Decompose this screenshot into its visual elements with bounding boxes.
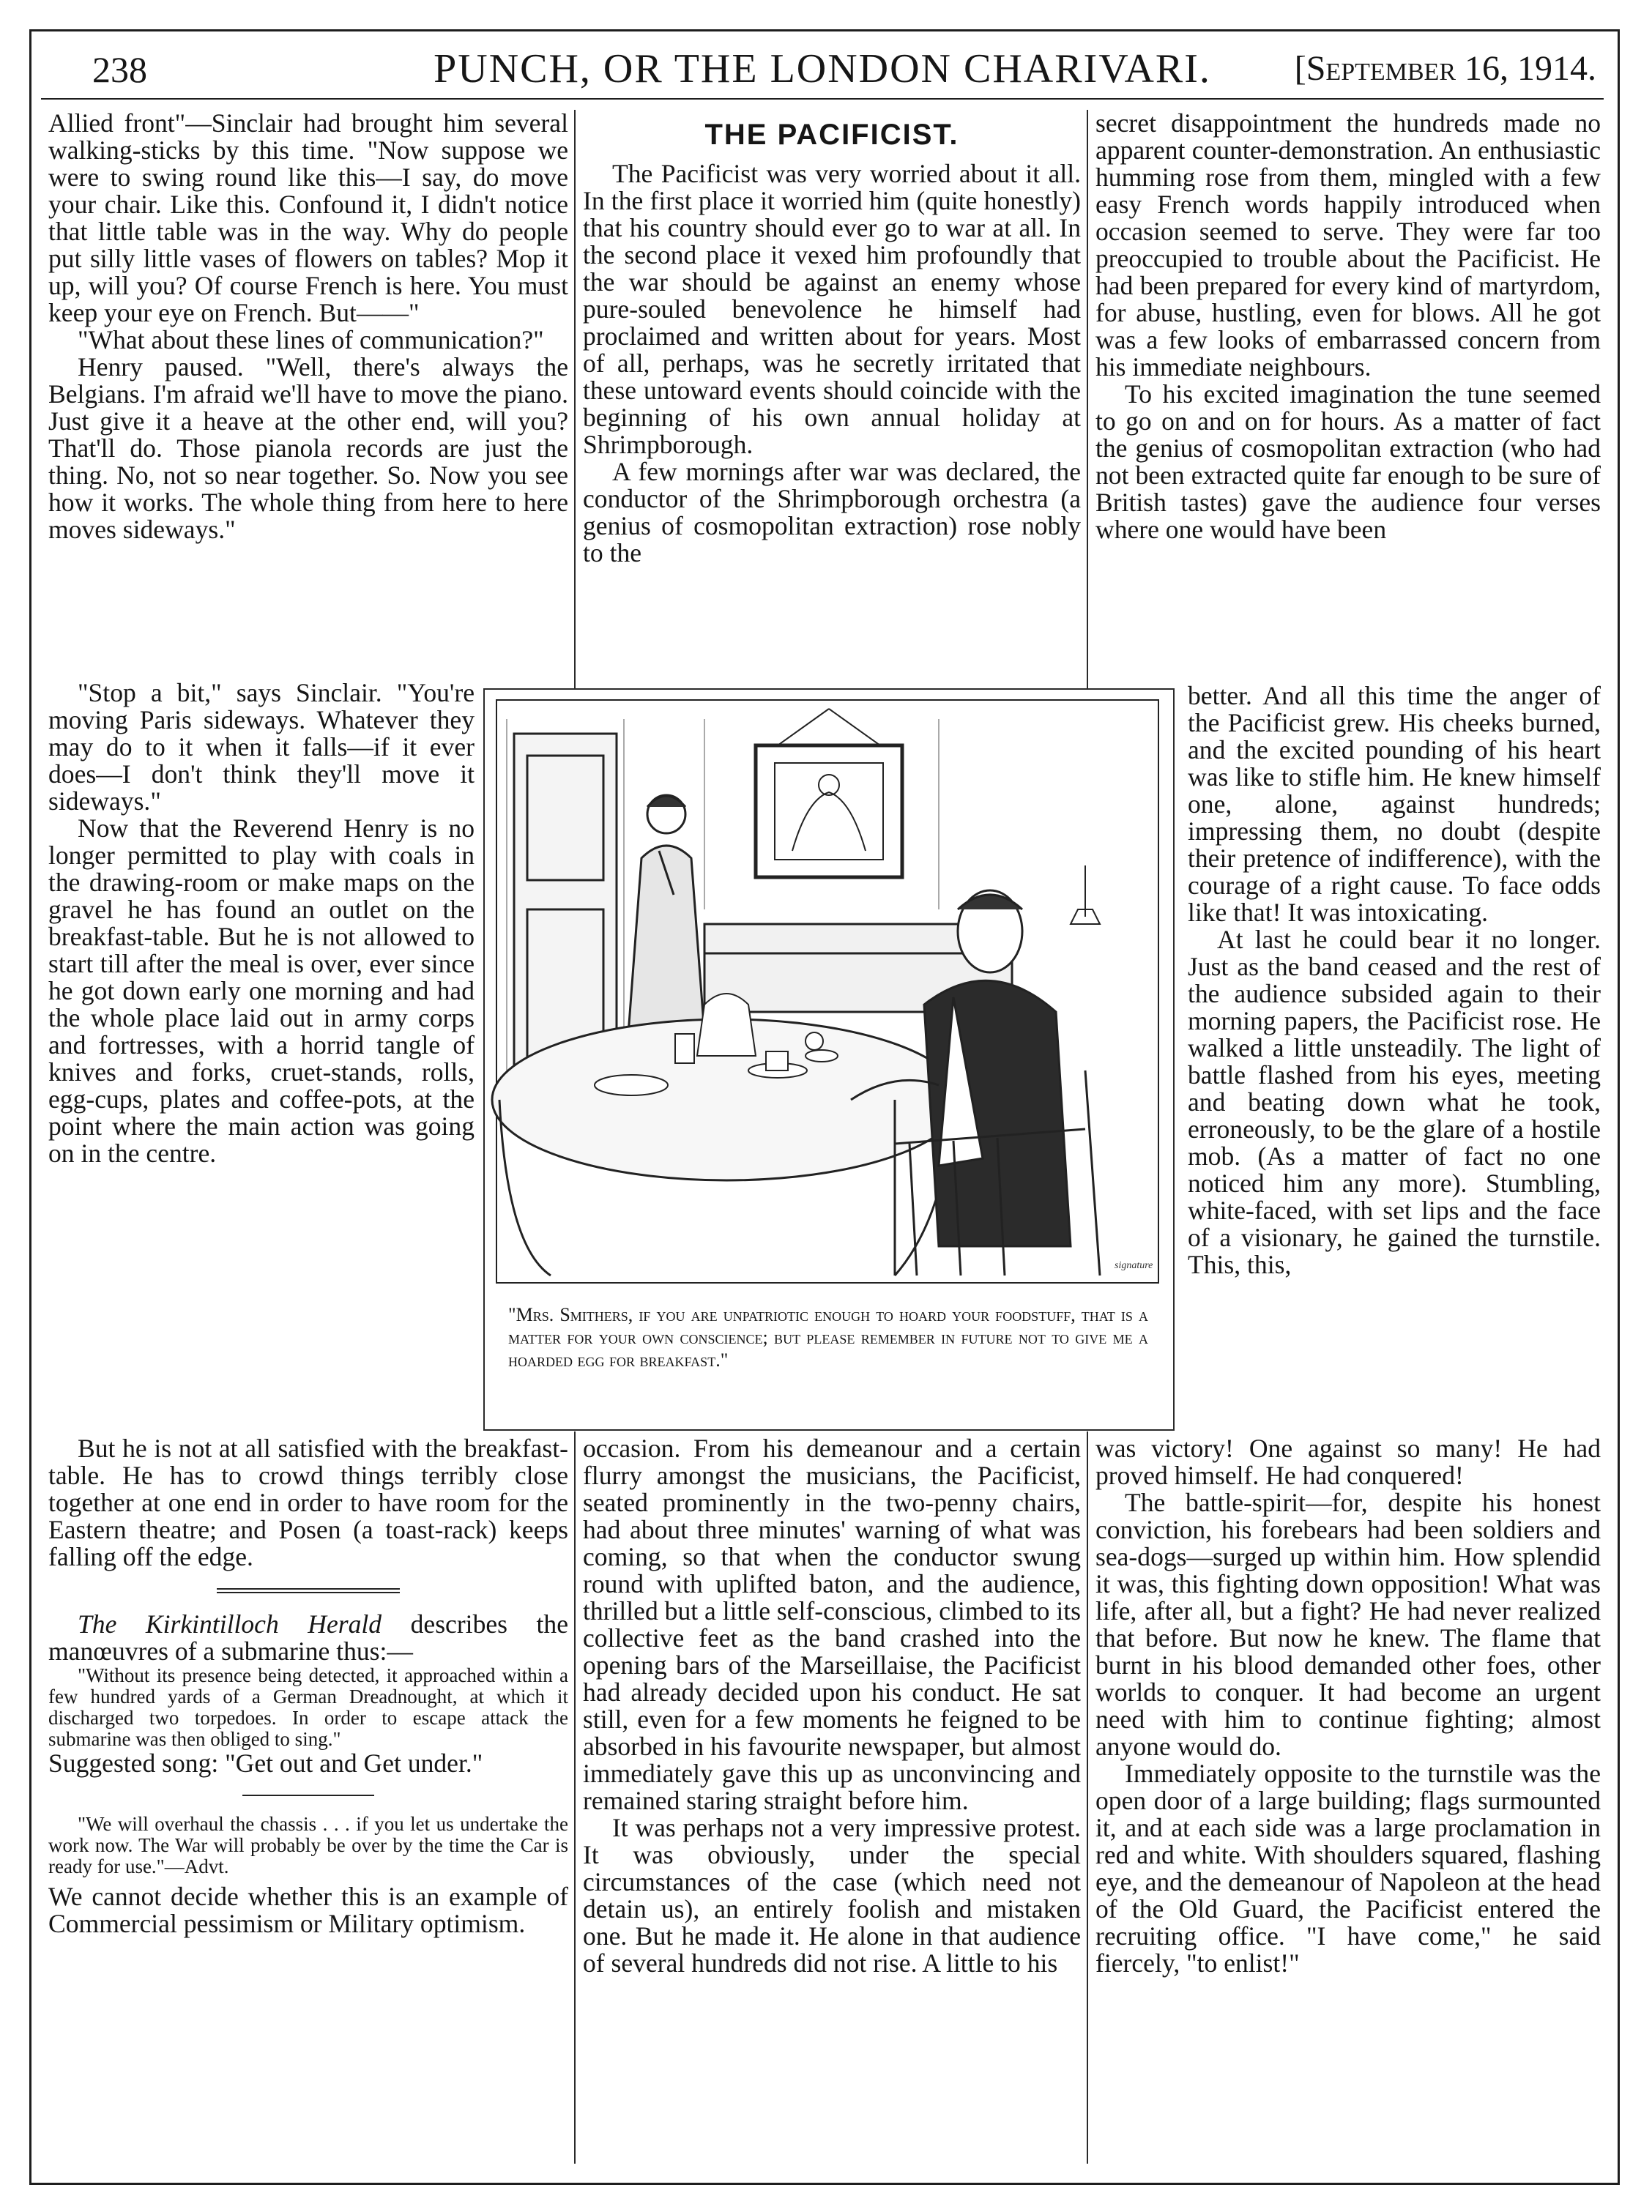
col1-paragraph: Now that the Reverend Henry is no longer permitted to play with coals in the drawing-room or make maps on the gravel he has found an outlet on the breakfast-table. But he is not allowed to start till after the meal is over, ever since he got down early one morning and had the whole place laid out in army corps and fortresses, with a horrid tangle of knives and forks, cruet-stands, rolls, egg-cups, plates and coffee-pots, at the point where the main action was going on in the centre. [48,813,475,1168]
column-1-narrow [48,679,475,1167]
col2-paragraph: occasion. From his demeanour and a certain flurry amongst the musicians, the Pacificist, seated prominently in the two-penny chairs, had about three minutes' warning of what was coming, so that when the conductor swung round with uplifted baton, and the audience, thrilled but a little self-conscious, climbed to its collective feet as the band crashed into the opening bars of the Marseillaise, the Pacificist had already decided upon his conduct. He sat still, even for a few moments he feigned to be absorbed in his favourite newspaper, but almost immediately gave this up as unconvincing and remained staring straight before him. [583,1434,1081,1815]
col1-paragraph-text: describes the manœuvres of a submarine thus:— [48,1609,568,1666]
column-3 [1095,110,1601,543]
quoted-advert: "We will overhaul the chassis . . . if you let us undertake the work now. The War will probably be over by the time the Car is ready for use."—Advt. [48,1813,568,1877]
double-rule-divider [217,1588,400,1593]
page-number: 238 [92,49,147,90]
page-header [41,42,1604,94]
column-2-lower [583,1435,1081,1977]
col3-paragraph: To his excited imagination the tune seemed to go on and on for hours. As a matter of fact the genius of cosmopolitan extraction (who had not been extracted quite far enough to be sure of British tastes) gave the audience four verses where one would have been [1095,379,1601,544]
col3-paragraph: The battle-spirit—for, despite his honest conviction, his forebears had been soldiers and sea-dogs—surged up within him. How splendid it was, this fighting down opposition! What was life, after all, but a fight? He had never realized that before. But now he knew. The flame that burnt in his blood demanded other foes, other worlds to conquer. It had become an urgent need with him to continue fighting; almost anyone would do. [1095,1488,1601,1761]
col1-paragraph: Suggested song: "Get out and Get under." [48,1749,483,1778]
newspaper-title: The Kirkintilloch Herald [78,1609,382,1639]
col1-paragraph: We cannot decide whether this is an example of Commercial pessimism or Military optimism. [48,1882,568,1938]
col1-paragraph: "Stop a bit," says Sinclair. "You're moving Paris sideways. Whatever they may do to it when it falls—if it ever does—I don't think they'll move it sideways." [48,678,475,816]
column-rule-1 [574,110,576,688]
column-2 [583,117,1081,567]
col3-paragraph: better. And all this time the anger of the Pacificist grew. His cheeks burned, and the excited pounding of his heart was like to stifle him. He knew himself one, alone, against hundreds; impressing them, no doubt (despite their pretence of indifference), with the courage of a right cause. To face odds like that! It was intoxicating. [1188,681,1601,927]
header-rule [41,98,1604,100]
col1-paragraph: But he is not at all satisfied with the breakfast-table. He has to crowd things terribly close together at one end in order to have room for the Eastern theatre; and Posen (a toast-rack) keeps falling off the edge. [48,1434,568,1571]
column-1-lower [48,1435,568,1937]
column-rule-2-lower [1087,1431,1088,2164]
col1-paragraph: "What about these lines of communication?" [78,325,544,354]
running-head: PUNCH, OR THE LONDON CHARIVARI. [434,46,1211,92]
column-rule-1-lower [574,1431,576,2164]
col2-paragraph: The Pacificist was very worried about it all. In the first place it worried him (quite honestly) that his country should ever go to war at all. In the second place it vexed him profoundly that the war should be against an enemy whose pure-souled benevolence he himself had proclaimed and written about for years. Most of all, perhaps, was he secretly irritated that these untoward events should coincide with the beginning of his own annual holiday at Shrimpborough. [583,159,1081,459]
cartoon-illustration [483,688,1175,1431]
column-3-narrow [1188,682,1601,1278]
article-title: THE PACIFICIST. [704,119,959,151]
col1-paragraph: Allied front"—Sinclair had brought him several walking-sticks by this time. "Now suppose we were to swing round like this—I say, do move your chair. Like this. Confound it, I didn't notice that little table was in the way. Why do people put silly little vases of flowers on tables? Mop it up, will you? Of course French is here. You must keep your eye on French. But——" [48,108,568,327]
col3-paragraph: Immediately opposite to the turnstile was the open door of a large building; flags surmounted it, and at each side was a large proclamation in red and white. With shoulders squared, flashing eye, and the demeanour of Napoleon at the head of the Old Guard, the Pacificist entered the recruiting office. "I have come," he said fiercely, "to enlist!" [1095,1759,1601,1978]
col3-paragraph: secret disappointment the hundreds made no apparent counter-demonstration. An enthusiastic humming rose from them, mingled with a few easy French words happily introduced when occasion seemed to serve. They were far too preoccupied to trouble about the Pacificist. He had been prepared for every kind of martyrdom, for abuse, hustling, even for blows. All he got was a few looks of embarrassed concern from his immediate neighbours. [1095,108,1601,381]
artist-signature: signature [1115,1260,1153,1271]
issue-date: [September 16, 1914. [1294,49,1596,88]
col2-paragraph: It was perhaps not a very impressive protest. It was obviously, under the special circumstances of the case (which need not detain us), an entirely foolish and mistaken one. But he made it. He alone in that audience of several hundreds did not rise. A little to his [583,1813,1081,1978]
col2-paragraph: A few mornings after war was declared, the conductor of the Shrimpborough orchestra (a genius of cosmopolitan extraction) rose nobly to the [583,457,1081,567]
col1-paragraph [48,354,568,543]
cartoon-drawing [485,690,1170,1297]
col3-paragraph: At last he could bear it no longer. Just as the band ceased and the rest of the audience subsided again to their morning papers, the Pacificist rose. He walked a little unsteadily. The light of battle flashed from his eyes, meeting and beating down what he took, erroneously, to be the glare of a hostile mob. (As a matter of fact no one noticed him any more). Stumbling, white-faced, with set lips and the face of a visionary, he gained the turnstile. This, this, [1188,925,1601,1279]
quoted-extract: "Without its presence being detected, it approached within a few hundred yards of a German Dreadnought, at which it discharged two torpedoes. In order to escape attack the submarine was then obliged to sing." [48,1664,568,1750]
rule-divider [242,1795,374,1796]
column-1 [48,110,568,543]
col1-paragraph-text: Henry paused. "Well, there's always the Belgians. I'm afraid we'll have to move the piano. Just give it a heave at the other end, will you? That'll do. Those pianola records are just the thing. No, not so near together. So. Now you see how it works. The whole thing from here to here moves sideways." [48,352,568,544]
col1-paragraph [48,1611,568,1665]
col3-paragraph: was victory! One against so many! He had proved himself. He had conquered! [1095,1434,1601,1490]
cartoon-caption: "Mrs. Smithers, if you are unpatriotic enough to hoard your foodstuff, that is a matter for your own conscience; but please remember in future not to give me a hoarded egg for breakfast." [508,1304,1148,1371]
column-3-lower [1095,1435,1601,1977]
column-rule-2 [1087,110,1088,688]
